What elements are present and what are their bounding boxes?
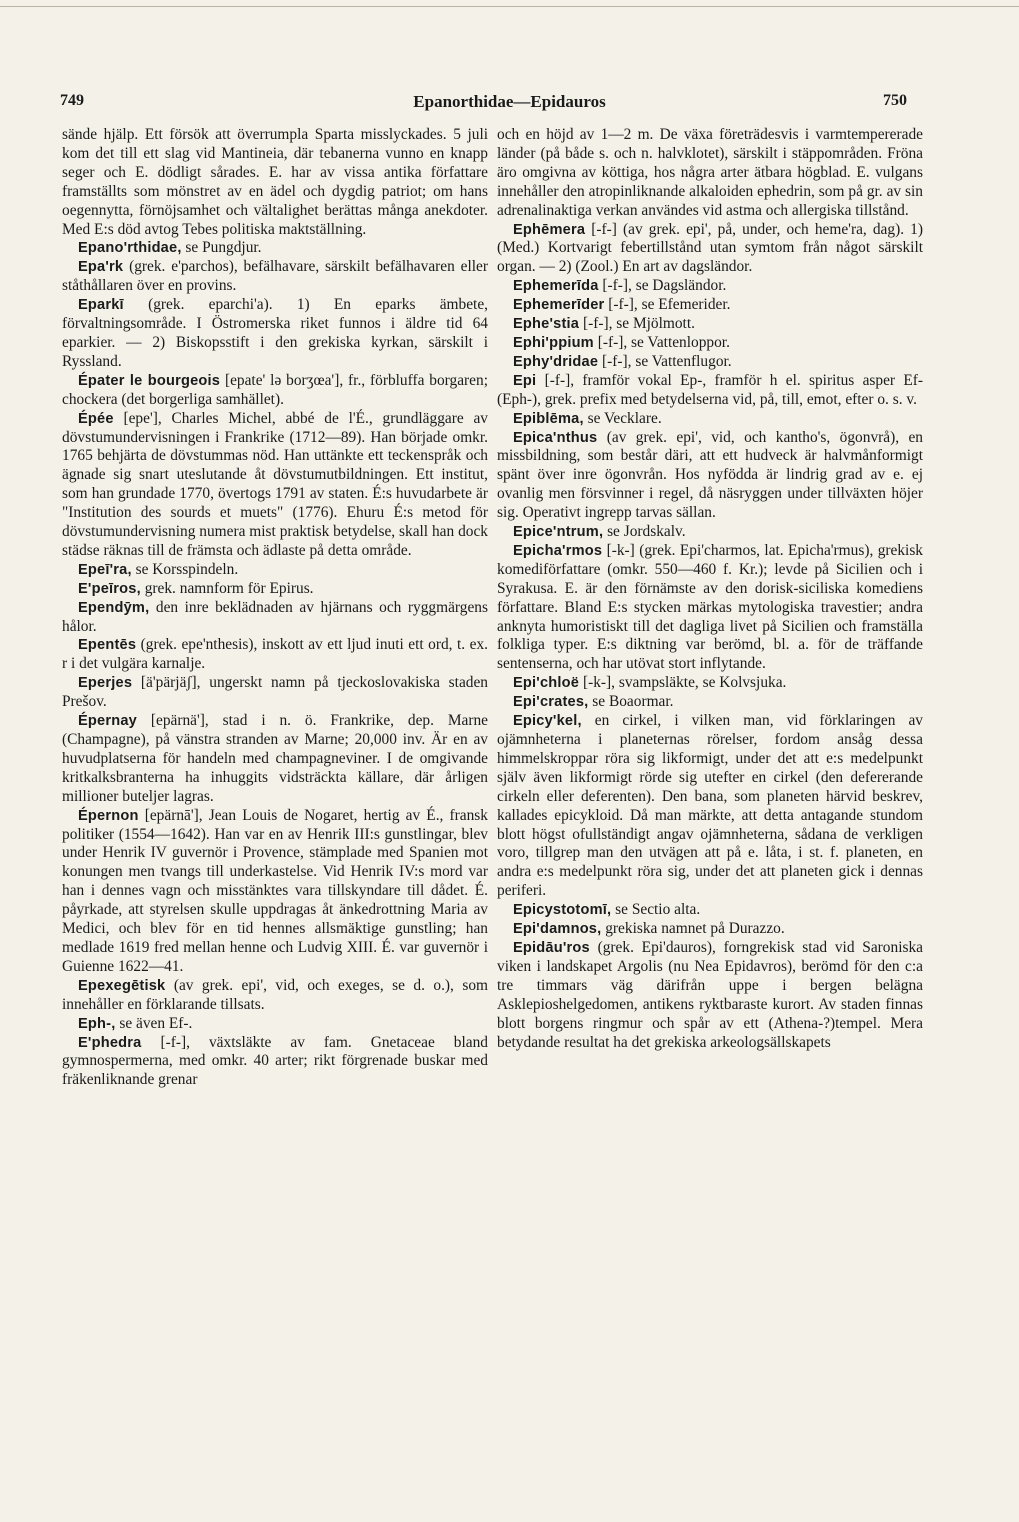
headword: Ependȳm,: [78, 599, 150, 616]
page-top-rule: [0, 6, 1019, 7]
headword: Ephe'stia: [513, 316, 580, 333]
dictionary-entry: Epentēs (grek. epe'nthesis), inskott av ett ljud inuti ett ord, t. ex. r i det vulgära karnalje.: [62, 636, 488, 673]
headword: Ephy'dridae: [513, 353, 599, 370]
dictionary-entry: Epexegētisk (av grek. epi', vid, och exeges, se d. o.), som innehåller en förklarande tillsats.: [62, 976, 488, 1013]
dictionary-entry: Ephemerīda [-f-], se Dagsländor.: [513, 277, 727, 295]
dictionary-entry: sände hjälp. Ett försök att överrumpla Sparta misslyckades. 5 juli kom det till ett slag vid Mantineia, där tebanerna vunno en knapp seger och E. dödligt sårades. E. har av vissa antika författare framställts som mönstret av en ädel och dygdig patriot; om hans oegennytta, förnöjsamhet och vältalighet berättas många anekdoter. Med E:s död avtog Tebes politiska maktställning.: [62, 126, 488, 238]
dictionary-entry: Epi'chloë [-k-], svampsläkte, se Kolvsjuka.: [513, 674, 787, 692]
headword: Eparkī: [78, 297, 124, 314]
headword: Epi'crates,: [513, 694, 589, 711]
dictionary-entry: Epicystotomī, se Sectio alta.: [513, 901, 701, 919]
headword: Epicy'kel,: [513, 713, 582, 730]
dictionary-entry: Epicy'kel, en cirkel, i vilken man, vid förklaringen av ojämnheterna i planeternas rörelser, fordom ansåg dessa himmelskroppar röra sig likformigt, under det att e:s medelpunkt själv även likformigt rörde sig utefter en cirkel (den defererande cirkeln eller deferenten). Den bana, som planeten härvid beskrev, kallades epicykloid. Då man märkte, att detta antagande stundom blott högst ofullständigt angav ojämnheterna, sådana de verkligen voro, tillgrep man den utvägen att på e. låta, i st. f. planeten, en andra e:s medelpunkt röra sig, under det att planeten gick i dennas periferi.: [497, 712, 923, 900]
dictionary-entry: Ependȳm, den inre beklädnaden av hjärnans och ryggmärgens hålor.: [62, 598, 488, 635]
headword: Epexegētisk: [78, 977, 166, 994]
dictionary-entry: Epano'rthidae, se Pungdjur.: [78, 239, 262, 257]
dictionary-entry: Ephy'dridae [-f-], se Vattenflugor.: [513, 352, 732, 370]
headword: Eperjes: [78, 675, 133, 692]
running-head: Epanorthidae—Epidauros: [413, 92, 606, 111]
headword: Epentēs: [78, 637, 137, 654]
dictionary-entry: Ephi'ppium [-f-], se Vattenloppor.: [513, 333, 730, 351]
headword: Epi: [513, 372, 537, 389]
dictionary-entry: Epa'rk (grek. e'parchos), befälhavare, särskilt befälhavaren eller ståthållaren över en provins.: [62, 258, 488, 295]
headword: Épater le bourgeois: [78, 372, 221, 389]
headword: E'peīros,: [78, 580, 141, 597]
dictionary-entry: Epiblēma, se Vecklare.: [513, 409, 662, 427]
headword: Ephemerīda: [513, 278, 599, 295]
dictionary-entry: Epi'crates, se Boaormar.: [513, 693, 674, 711]
dictionary-entry: Epicha'rmos [-k-] (grek. Epi'charmos, lat. Epicha'rmus), grekisk komediförfattare (omkr. 550—460 f. Kr.); levde på Sicilien och i Syrakusa. E. är den förnämste av den dorisk-siciliska komediens författare. Bland E:s stycken märkas mytologiska travestier; andra anknyta humoristiskt till det dagliga livet på Sicilien och framställa folkliga typer. E:s diktning var berömd, bl. a. för de träffande sentenserna, och har utövat stort inflytande.: [497, 541, 923, 673]
headword: Epa'rk: [78, 259, 124, 276]
headword: Epicha'rmos: [513, 542, 603, 559]
dictionary-entry: Épater le bourgeois [epate' lə borʒœa'], fr., förbluffa borgaren; chockera (det borgerliga samhället).: [62, 371, 488, 408]
headword: Epice'ntrum,: [513, 524, 604, 541]
dictionary-entry: Eparkī (grek. eparchi'a). 1) En eparks ämbete, förvaltningsområde. I Östromerska riket funnos i äldre tid 64 eparkier. — 2) Biskopsstift i den grekiska kyrkan, särskilt i Ryssland.: [62, 296, 488, 370]
dictionary-entry: E'phedra [-f-], växtsläkte av fam. Gnetaceae bland gymnospermerna, med omkr. 40 arter; rikt förgrenade buskar med fräkenliknande grenar: [62, 1033, 488, 1089]
headword: Epi'damnos,: [513, 921, 602, 938]
headword: Eph-,: [78, 1015, 116, 1032]
dictionary-entry: och en höjd av 1—2 m. De växa företrädesvis i varmtempererade länder (på både s. och n. halvklotet), särskilt i stäppområden. Fröna äro omgivna av köttiga, hos några arter ätbara högblad. E. vulgans innehåller den atropinliknande alkaloiden ephedrin, som på gr. av sin adrenalinaktiga verkan användes vid astma och allergiska tillstånd.: [497, 126, 923, 219]
headword: Ephēmera: [513, 221, 586, 238]
dictionary-entry: E'peīros, grek. namnform för Epirus.: [78, 579, 314, 597]
headword: Epi'chloë: [513, 675, 580, 692]
dictionary-entry: Épernay [epärnä'], stad i n. ö. Frankrike, dep. Marne (Champagne), på vänstra stranden av Marne; 20,000 inv. Är en av huvudplatserna för handeln med champagneviner. I de omgivande kritkalksbranterna ha inhuggits vidsträckta källare, där årligen millioner buteljer lagras.: [62, 712, 488, 805]
headword: Epeī'ra,: [78, 561, 132, 578]
headword: Ephi'ppium: [513, 334, 594, 351]
dictionary-entry: Ephe'stia [-f-], se Mjölmott.: [513, 315, 695, 333]
headword: Epano'rthidae,: [78, 240, 182, 257]
headword: Épernay: [78, 713, 137, 730]
headword: Epiblēma,: [513, 410, 584, 427]
headword: Epicystotomī,: [513, 902, 612, 919]
dictionary-entry: Epica'nthus (av grek. epi', vid, och kantho's, ögonvrå), en missbildning, som består däri, att ett hudveck är halvmånformigt spänt över inre ögonvrån. Hos nyfödda är lindrig grad av e. ej ovanlig men försvinner i regel, då näsryggen under tillväxten höjer sig. Operativt ingrepp tarvas sällan.: [497, 428, 923, 522]
page-number-right: 750: [883, 92, 907, 109]
dictionary-entry: Épernon [epärnā'], Jean Louis de Nogaret, hertig av É., fransk politiker (1554—1642). Han var en av Henrik III:s gunstlingar, blev under Henrik IV guvernör i Provence, stämplade med Spanien mot konungen men tvangs till underkastelse. Vid Henrik IV:s mord var han i dennes vagn och misstänktes vara tillskyndare till dådet. É. påyrkade, att styrelsen skulle uppdragas åt änkedrottning Maria av Medici, och blev för en tid hennes allsmäktige gunstling; han medlade 1619 fred mellan henne och Ludvig XIII. É. var guvernör i Guienne 1622—41.: [62, 806, 488, 975]
dictionary-entry: Épée [epe'], Charles Michel, abbé de l'É., grundläggare av dövstumundervisningen i Frankrike (1712—89). Han började omkr. 1765 behjärta de dövstummas nöd. Han uttänkte ett teckenspråk och ägnade sig snart uteslutande åt dövstumutbildningen. Ett institut, som han grundade 1770, övertogs 1791 av staten. É:s huvudarbete är "Institution des sourds et muets" (1776). Ehuru É:s metod för dövstumundervisning numera mist praktisk betydelse, skall han dock städse räknas till de främsta och ädlaste på detta område.: [62, 409, 488, 559]
page-number-left: 749: [60, 92, 84, 109]
dictionary-entry: Ephemerīder [-f-], se Efemerider.: [513, 296, 731, 314]
dictionary-entry: Eph-, se även Ef-.: [78, 1014, 193, 1032]
right-column: [497, 126, 923, 1052]
left-column: [62, 126, 488, 1090]
headword: E'phedra: [78, 1034, 142, 1051]
dictionary-entry: Epeī'ra, se Korsspindeln.: [78, 560, 239, 578]
dictionary-entry: Eperjes [ä'pärjäʃ], ungerskt namn på tjeckoslovakiska staden Prešov.: [62, 674, 488, 711]
headword: Épernon: [78, 807, 139, 824]
headword: Epidāu'ros: [513, 939, 590, 956]
dictionary-entry: Epidāu'ros (grek. Epi'dauros), forngrekisk stad vid Saroniska viken i landskapet Argolis (nu Nea Epidavros), berömd för den c:a tre timmars väg därifrån uppe i bergen belägna Asklepioshelgedomen, antikens ryktbaraste kurort. Av staden finnas blott borgens ringmur och spår av ett (Athena-?)tempel. Mera betydande resultat ha det grekiska arkeologsällskapets: [497, 938, 923, 1051]
headword: Ephemerīder: [513, 297, 605, 314]
headword: Épée: [78, 410, 114, 427]
dictionary-entry: Epice'ntrum, se Jordskalv.: [513, 523, 686, 541]
headword: Epica'nthus: [513, 429, 598, 446]
dictionary-entry: Ephēmera [-f-] (av grek. epi', på, under, och heme'ra, dag). 1) (Med.) Kortvarigt febertillstånd utan symtom från något särskilt organ. — 2) (Zool.) En art av dagsländor.: [497, 220, 923, 276]
dictionary-entry: Epi [-f-], framför vokal Ep-, framför h el. spiritus asper Ef- (Eph-), grek. prefix med betydelserna vid, på, till, emot, efter o. s. v.: [497, 371, 923, 408]
dictionary-entry: Epi'damnos, grekiska namnet på Durazzo.: [513, 920, 785, 938]
